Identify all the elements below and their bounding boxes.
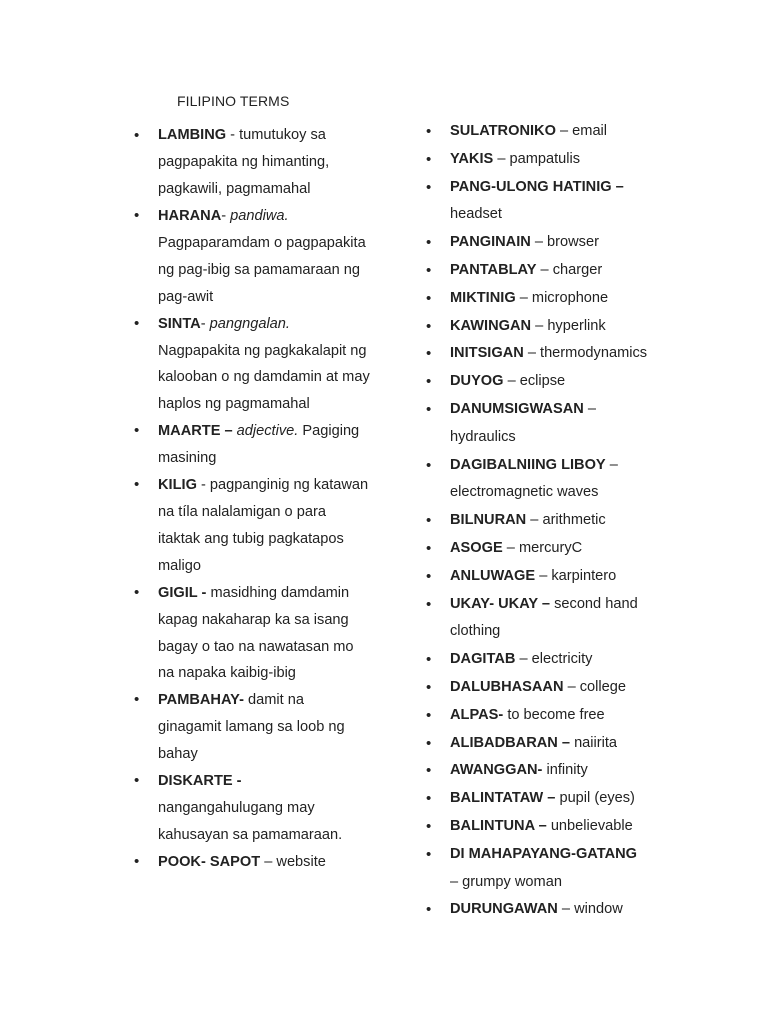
definition: hydraulics	[450, 428, 516, 445]
list-item	[422, 563, 672, 591]
definition: window	[574, 901, 623, 918]
list-item	[422, 396, 672, 452]
term: PANGINAIN	[450, 234, 531, 251]
separator: -	[196, 477, 210, 494]
term: INITSIGAN	[450, 345, 524, 362]
definition: browser	[547, 234, 599, 251]
term: PAMBAHAY-	[158, 692, 244, 709]
definition: microphone	[531, 289, 609, 306]
term: ANLUWAGE	[450, 567, 536, 584]
definition: website	[276, 853, 326, 870]
term: BALINTUNA –	[450, 817, 547, 834]
term: BALINTATAW –	[450, 790, 556, 807]
list-item	[130, 418, 370, 472]
separator: –	[526, 512, 543, 529]
list-item	[130, 122, 370, 203]
list-item	[422, 452, 672, 508]
definition: pampatulis	[509, 150, 581, 167]
list-item	[422, 340, 672, 368]
separator: –	[535, 567, 552, 584]
definition: pupil (eyes)	[559, 790, 635, 807]
part-of-speech: adjective.	[236, 423, 299, 440]
definition: mercuryC	[518, 539, 583, 556]
term: DI MAHAPAYANG-GATANG	[450, 845, 638, 862]
separator: –	[536, 261, 553, 278]
definition: – grumpy woman	[450, 873, 562, 890]
list-item	[130, 849, 370, 876]
list-item	[422, 285, 672, 313]
definition: Pagpaparamdam o pagpapakita ng pag-ibig sa pamamaraan ng pag-awit	[158, 234, 366, 305]
separator: –	[523, 345, 541, 362]
term: ASOGE	[450, 539, 503, 556]
list-item	[422, 896, 672, 924]
term: MIKTINIG	[450, 289, 516, 306]
term: PANG-ULONG HATINIG –	[450, 178, 624, 195]
definition: thermodynamics	[540, 345, 648, 362]
definition: electricity	[531, 651, 593, 668]
term: DISKARTE -	[158, 773, 242, 790]
separator: –	[502, 539, 519, 556]
page-title: FILIPINO TERMS	[177, 93, 290, 109]
part-of-speech: pangngalan.	[209, 315, 290, 332]
list-item	[422, 813, 672, 841]
list-item	[422, 591, 672, 647]
separator: –	[530, 234, 548, 251]
list-item	[422, 702, 672, 730]
right-term-list	[422, 118, 672, 924]
definition: pagpanginig ng katawan na tíla nalalamigan o para itaktak ang tubig pagkatapos maligo	[158, 477, 369, 574]
separator: –	[260, 853, 277, 870]
definition: naiirita	[574, 734, 618, 751]
list-item	[422, 174, 672, 230]
definition: karpintero	[551, 567, 617, 584]
definition: charger	[552, 261, 603, 278]
separator: –	[515, 651, 532, 668]
term: GIGIL -	[158, 584, 207, 601]
separator: –	[557, 901, 575, 918]
definition: Nagpapakita ng pagkakalapit ng kalooban o ng damdamin at may haplos ng pagmamahal	[158, 342, 370, 413]
definition: damit na ginagamit lamang sa loob ng bahay	[158, 692, 345, 763]
separator: -	[221, 208, 231, 224]
definition: masidhing damdamin kapag nakaharap ka sa isang bagay o tao na nawatasan mo na napaka kaibig-ibig	[158, 584, 354, 682]
definition: college	[579, 678, 626, 695]
term: ALPAS-	[450, 706, 504, 723]
term: UKAY- UKAY –	[450, 595, 551, 612]
term: MAARTE –	[158, 423, 233, 440]
definition: arithmetic	[542, 512, 606, 529]
list-item	[130, 580, 370, 688]
term: AWANGGAN-	[450, 762, 543, 779]
separator: –	[531, 317, 548, 334]
definition: unbelievable	[550, 817, 633, 834]
separator: –	[515, 289, 532, 306]
term: DUYOG	[450, 373, 504, 390]
separator: –	[503, 373, 520, 390]
definition: electromagnetic waves	[450, 484, 599, 501]
definition: email	[572, 123, 608, 139]
definition: headset	[450, 206, 502, 223]
definition: infinity	[546, 762, 588, 779]
separator: –	[493, 150, 510, 167]
term: BILNURAN	[450, 512, 527, 529]
definition: nangangahulugang may kahusayan sa pamamaraan.	[158, 799, 343, 843]
list-item	[422, 757, 672, 785]
separator: -	[226, 127, 240, 143]
list-item	[422, 118, 672, 146]
separator: –	[583, 400, 596, 417]
term: KILIG	[158, 477, 197, 494]
list-item	[130, 687, 370, 768]
list-item	[422, 146, 672, 174]
list-item	[422, 730, 672, 758]
list-item	[130, 768, 370, 849]
separator: –	[605, 456, 618, 473]
definition: to become free	[507, 706, 605, 723]
list-item	[130, 311, 370, 419]
term: LAMBING	[158, 127, 227, 143]
list-item	[422, 229, 672, 257]
term: HARANA	[158, 208, 222, 224]
term: KAWINGAN	[450, 317, 532, 334]
definition: Pagiging masining	[158, 423, 360, 467]
list-item	[422, 368, 672, 396]
list-item	[130, 203, 370, 311]
list-item	[422, 257, 672, 285]
term: DALUBHASAAN	[450, 678, 564, 695]
list-item	[422, 535, 672, 563]
term: PANTABLAY	[450, 261, 537, 278]
term: DANUMSIGWASAN	[450, 400, 584, 417]
term: YAKIS	[450, 150, 494, 167]
list-item	[422, 646, 672, 674]
part-of-speech: pandiwa.	[230, 208, 289, 224]
term: DURUNGAWAN	[450, 901, 558, 918]
term: SINTA	[158, 315, 201, 332]
term: POOK- SAPOT	[158, 853, 261, 870]
list-item	[422, 841, 672, 897]
term: DAGIBALNIING LIBOY	[450, 456, 606, 473]
list-item	[422, 674, 672, 702]
left-term-list	[130, 122, 370, 876]
separator: –	[555, 123, 573, 139]
list-item	[130, 472, 370, 580]
list-item	[422, 507, 672, 535]
definition: second hand clothing	[450, 595, 638, 640]
definition: hyperlink	[547, 317, 606, 334]
definition: eclipse	[519, 373, 566, 390]
term: ALIBADBARAN –	[450, 734, 570, 751]
separator: -	[200, 315, 210, 332]
separator: –	[563, 678, 580, 695]
definition: tumutukoy sa pagpapakita ng himanting, pagkawili, pagmamahal	[158, 127, 330, 197]
term: SULATRONIKO	[450, 123, 556, 139]
list-item	[422, 785, 672, 813]
term: DAGITAB	[450, 651, 516, 668]
list-item	[422, 313, 672, 341]
